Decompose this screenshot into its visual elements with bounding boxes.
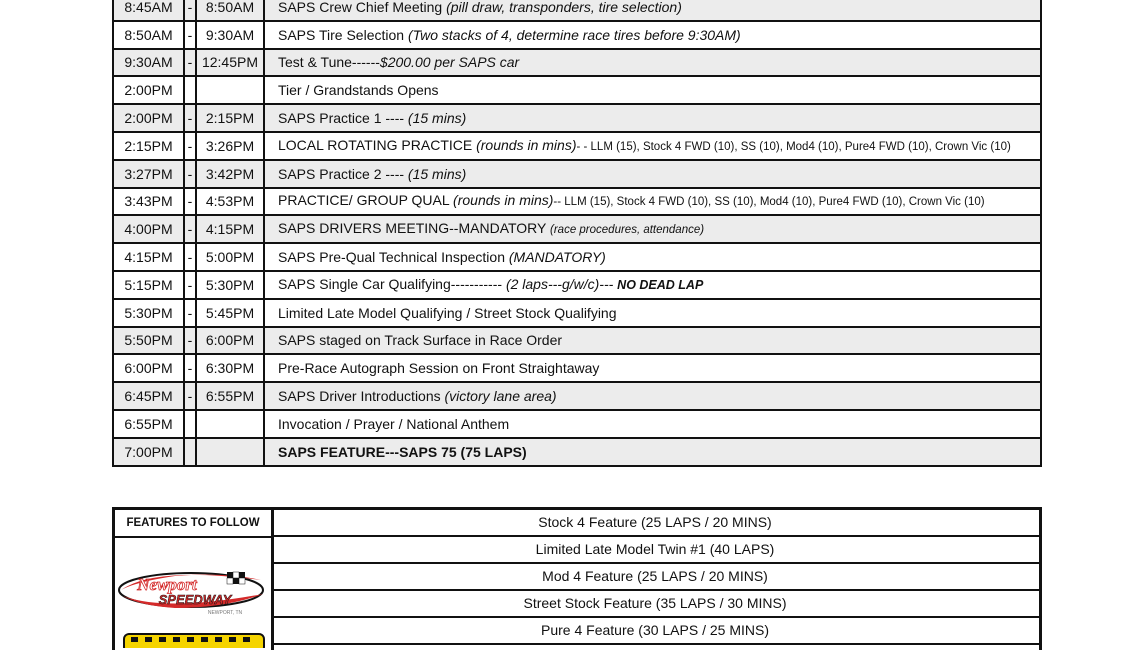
time-dash: - — [184, 104, 196, 132]
end-time: 2:15PM — [196, 104, 264, 132]
event-note: (race procedures, attendance) — [550, 224, 705, 237]
schedule-table — [112, 0, 1042, 467]
features-left-panel — [112, 510, 274, 650]
end-time: 4:53PM — [196, 188, 264, 216]
event-text: SAPS staged on Track Surface in Race Order — [278, 332, 563, 349]
start-time: 8:45AM — [113, 0, 184, 21]
event-text: SAPS Practice 2 ---- — [278, 165, 408, 182]
event-description — [264, 382, 1041, 410]
event-description — [264, 0, 1041, 21]
event-description — [264, 132, 1041, 160]
time-dash: - — [184, 382, 196, 410]
event-text: SAPS Crew Chief Meeting — [278, 0, 447, 15]
logo-line2: SPEEDWAY — [158, 592, 232, 607]
schedule-row-11 — [113, 299, 1041, 327]
event-text: SAPS DRIVERS MEETING--MANDATORY — [278, 220, 551, 237]
feature-item: Stock 4 Feature (25 LAPS / 20 MINS) — [271, 510, 1039, 537]
event-note: (15 mins) — [407, 110, 467, 127]
event-description — [264, 243, 1041, 271]
schedule-row-7 — [113, 188, 1041, 216]
schedule-row-5 — [113, 132, 1041, 160]
end-time — [196, 410, 264, 438]
event-text: Pre-Race Autograph Session on Front Straightaway — [278, 360, 600, 377]
end-time: 4:15PM — [196, 215, 264, 243]
event-description — [264, 410, 1041, 438]
event-text: LOCAL ROTATING PRACTICE — [278, 136, 477, 153]
start-time: 7:00PM — [113, 438, 184, 466]
end-time: 6:00PM — [196, 327, 264, 355]
schedule-row-9 — [113, 243, 1041, 271]
time-dash — [184, 438, 196, 466]
event-note: $200.00 per SAPS car — [379, 54, 520, 71]
time-dash: - — [184, 21, 196, 49]
start-time: 5:50PM — [113, 327, 184, 355]
end-time: 6:30PM — [196, 354, 264, 382]
event-description — [264, 21, 1041, 49]
feature-item: Mod 4 Feature (25 LAPS / 20 MINS) — [271, 564, 1039, 591]
event-description — [264, 299, 1041, 327]
feature-item: Limited Late Model Twin #1 (40 LAPS) — [271, 537, 1039, 564]
start-time: 6:55PM — [113, 410, 184, 438]
event-text: Tier / Grandstands Opens — [278, 82, 439, 99]
start-time: 3:27PM — [113, 160, 184, 188]
event-note: (rounds in mins) — [476, 136, 577, 153]
schedule-row-14 — [113, 382, 1041, 410]
event-tail: -- LLM (15), Stock 4 FWD (10), SS (10), Mod4 (10), Pure4 FWD (10), Crown Vic (10) — [553, 196, 985, 209]
time-dash — [184, 76, 196, 104]
event-text: SAPS Single Car Qualifying----------- — [278, 276, 506, 293]
start-time: 5:30PM — [113, 299, 184, 327]
time-dash: - — [184, 49, 196, 77]
time-dash: - — [184, 215, 196, 243]
event-description — [264, 215, 1041, 243]
schedule-row-3 — [113, 76, 1041, 104]
end-time: 9:30AM — [196, 21, 264, 49]
end-time: 3:26PM — [196, 132, 264, 160]
schedule-sheet — [112, 0, 1042, 640]
schedule-row-12 — [113, 327, 1041, 355]
start-time: 4:15PM — [113, 243, 184, 271]
end-time: 12:45PM — [196, 49, 264, 77]
event-text: SAPS FEATURE---SAPS 75 (75 LAPS) — [278, 443, 527, 460]
start-time: 5:15PM — [113, 271, 184, 299]
logo-tagline: NEWPORT, TN — [207, 610, 243, 616]
event-text: Invocation / Prayer / National Anthem — [278, 415, 510, 432]
speedway-logo-graphic — [115, 538, 271, 648]
logo-line1: Newport — [137, 575, 197, 594]
event-text: Limited Late Model Qualifying / Street Stock Qualifying — [278, 304, 617, 321]
schedule-row-13 — [113, 354, 1041, 382]
event-strong: NO DEAD LAP — [617, 278, 704, 293]
start-time: 2:15PM — [113, 132, 184, 160]
schedule-row-0 — [113, 0, 1041, 21]
start-time: 4:00PM — [113, 215, 184, 243]
start-time: 3:43PM — [113, 188, 184, 216]
time-dash — [184, 410, 196, 438]
event-description — [264, 76, 1041, 104]
start-time: 2:00PM — [113, 76, 184, 104]
schedule-row-8 — [113, 215, 1041, 243]
schedule-row-16 — [113, 438, 1041, 466]
newport-speedway-logo — [115, 538, 271, 648]
event-text: Test & Tune------ — [278, 54, 380, 71]
start-time: 8:50AM — [113, 21, 184, 49]
time-dash: - — [184, 188, 196, 216]
time-dash: - — [184, 160, 196, 188]
event-text: SAPS Tire Selection — [278, 26, 408, 43]
end-time: 8:50AM — [196, 0, 264, 21]
end-time: 5:00PM — [196, 243, 264, 271]
start-time: 6:45PM — [113, 382, 184, 410]
event-description — [264, 327, 1041, 355]
schedule-row-10 — [113, 271, 1041, 299]
end-time: 5:45PM — [196, 299, 264, 327]
event-description — [264, 188, 1041, 216]
event-description — [264, 104, 1041, 132]
event-description — [264, 49, 1041, 77]
event-description — [264, 271, 1041, 299]
feature-item: Street Stock Feature (35 LAPS / 30 MINS) — [271, 591, 1039, 618]
time-dash: - — [184, 299, 196, 327]
event-note: (2 laps---g/w/c)--- — [505, 276, 618, 293]
time-dash: - — [184, 354, 196, 382]
schedule-row-6 — [113, 160, 1041, 188]
event-text: SAPS Driver Introductions — [278, 388, 445, 405]
event-note: (pill draw, transponders, tire selection) — [446, 0, 682, 15]
time-dash: - — [184, 243, 196, 271]
event-tail: - - LLM (15), Stock 4 FWD (10), SS (10), Mod4 (10), Pure4 FWD (10), Crown Vic (10) — [576, 140, 1011, 153]
schedule-row-1 — [113, 21, 1041, 49]
time-dash: - — [184, 327, 196, 355]
start-time: 6:00PM — [113, 354, 184, 382]
event-note: (Two stacks of 4, determine race tires before 9:30AM) — [407, 26, 741, 43]
end-time: 6:55PM — [196, 382, 264, 410]
features-list — [271, 510, 1042, 650]
yellow-checkered-banner — [124, 634, 264, 648]
event-text: SAPS Practice 1 ---- — [278, 110, 408, 127]
event-text: SAPS Pre-Qual Technical Inspection — [278, 249, 509, 266]
features-section — [112, 507, 1042, 650]
feature-item: Pure 4 Feature (30 LAPS / 25 MINS) — [271, 618, 1039, 645]
event-note: (15 mins) — [407, 165, 467, 182]
time-dash: - — [184, 0, 196, 21]
event-description — [264, 354, 1041, 382]
end-time: 5:30PM — [196, 271, 264, 299]
time-dash: - — [184, 132, 196, 160]
end-time — [196, 438, 264, 466]
event-note: (victory lane area) — [444, 388, 557, 405]
end-time: 3:42PM — [196, 160, 264, 188]
event-text: PRACTICE/ GROUP QUAL — [278, 192, 454, 209]
time-dash: - — [184, 271, 196, 299]
schedule-row-4 — [113, 104, 1041, 132]
schedule-row-15 — [113, 410, 1041, 438]
end-time — [196, 76, 264, 104]
event-description — [264, 160, 1041, 188]
schedule-row-2 — [113, 49, 1041, 77]
features-header: FEATURES TO FOLLOW — [115, 510, 271, 538]
start-time: 2:00PM — [113, 104, 184, 132]
event-note: (rounds in mins) — [453, 192, 554, 209]
checkered-flag-icon — [227, 572, 245, 584]
start-time: 9:30AM — [113, 49, 184, 77]
event-note: (MANDATORY) — [508, 249, 606, 266]
event-description — [264, 438, 1041, 466]
